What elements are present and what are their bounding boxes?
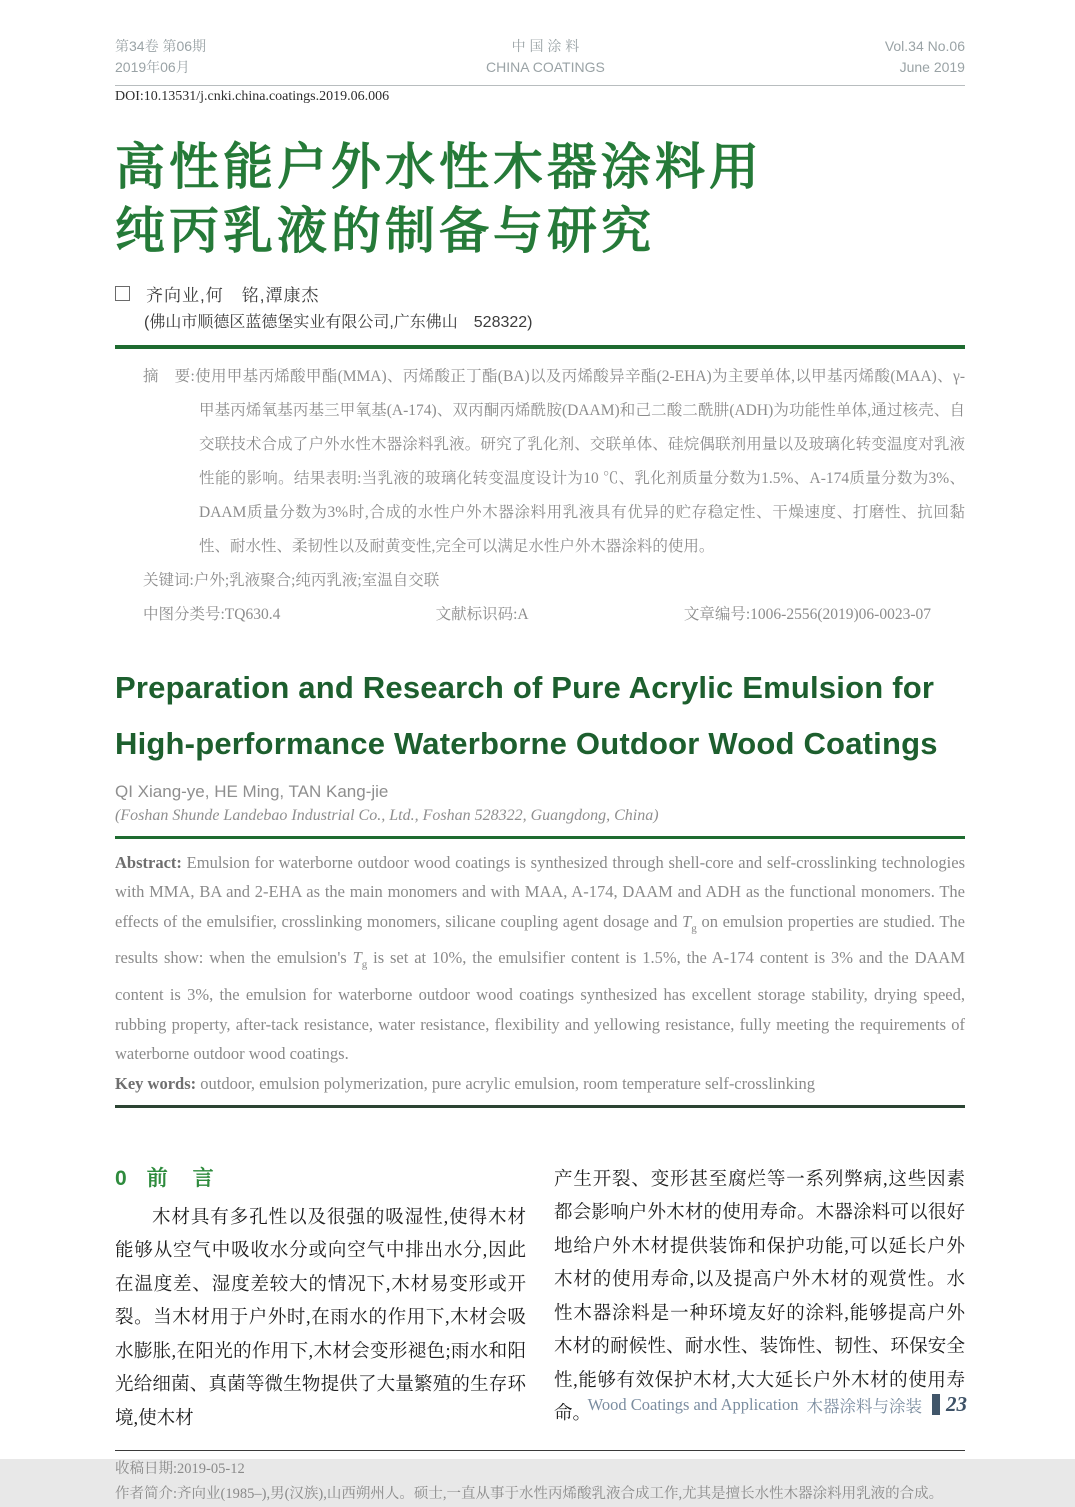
article-title-cn-line2: 纯丙乳液的制备与研究 [115,203,655,259]
author-marker-icon [115,286,130,301]
author-bio-line [115,1482,965,1507]
intro-paragraph-left: 木材具有多孔性以及很强的吸湿性,使得木材能够从空气中吸收水分或向空气中排出水分,因此在温度差、湿度差较大的情况下,木材易变形或开裂。当木材用于户外时,在雨水的作用下,木材会吸水膨胀,在阳光的作用下,木材会变形褪色;雨水和阳光给细菌、真菌等微生物提供了大量繁殖的生存环境,使木材 [115,1207,526,1429]
header-date-cn: 2019年06月 [115,59,190,75]
dark-rule [115,1105,965,1108]
document-code: 文献标识码:A [435,606,529,623]
header-volume-issue-cn [115,36,206,78]
footer-bar-icon [932,1394,940,1415]
page-footer [588,1392,967,1417]
abstract-en-part2: on emulsion properties are studied. The results show: when the emulsion's [115,911,965,968]
intro-paragraph-right: 产生开裂、变形甚至腐烂等一系列弊病,这些因素都会影响户外木材的使用寿命。木器涂料可以很好地给户外木材提供装饰和保护功能,可以延长户外木材的使用寿命,以及提高户外木材的观赏性。水性木器涂料是一种环境友好的涂料,能够提高户外木材的耐候性、耐水性、装饰性、韧性、环保安全性,能够有效保护木材,大大延长户外木材的使用寿命。 [554,1169,965,1425]
received-date-line [115,1457,965,1482]
abstract-cn-label: 摘 要: [143,368,195,385]
page-number: 23 [946,1392,967,1416]
section-label: 前 言 [146,1166,216,1190]
received-date-value: 2019-05-12 [177,1461,245,1478]
tg-subscript: g [691,921,697,934]
affiliation-cn: (佛山市顺德区蓝德堡实业有限公司,广东佛山 528322) [144,314,533,331]
header-volume-cn: 第34卷 第06期 [115,38,207,54]
keywords-en-label: Key words: [115,1073,197,1093]
article-title-cn-line1: 高性能户外水性木器涂料用 [115,139,763,195]
tg-symbol-2: T [352,948,362,968]
doi-line: DOI:10.13531/j.cnki.china.coatings.2019.06.006 [115,89,390,104]
article-title-en-line2: High-performance Waterborne Outdoor Wood Coatings [115,726,938,761]
section-number: 0 [115,1166,129,1190]
keywords-cn [143,564,965,598]
article-title-cn [115,135,965,263]
footer-column-title-en: Wood Coatings and Application [587,1394,799,1414]
keywords-cn-label: 关键词: [143,572,194,589]
abstract-en-part3: is set at 10%, the emulsifier content is 1.5%, the A-174 content is 3% and the DAAM content is 3%, the emulsion for waterborne outdoor wood coatings synthesized has excellent storage stability, drying speed, rubbing property, after-tack resistance, water resistance, flexibility and yellowing resistance, fully meeting the requirements of waterborne outdoor wood coatings. [115,948,965,1064]
column-left [115,1162,526,1437]
journal-name-en: CHINA COATINGS [486,59,605,75]
section-heading-intro [115,1162,526,1192]
tg-subscript-2: g [361,958,368,971]
article-id: 文章编号:1006-2556(2019)06-0023-07 [683,606,931,623]
keywords-en-text: outdoor, emulsion polymerization, pure acrylic emulsion, room temperature self-crosslinking [196,1073,815,1093]
abstract-cn-text: 使用甲基丙烯酸甲酯(MMA)、丙烯酸正丁酯(BA)以及丙烯酸异辛酯(2-EHA)为主要单体,以甲基丙烯酸(MAA)、γ-甲基丙烯氧基丙基三甲氧基(A-174)、双丙酮丙烯酰胺(DAAM)和己二酸二酰肼(ADH)为功能性单体,通过核壳、自交联技术合成了户外水性木器涂料乳液。研究了乳化剂、交联单体、硅烷偶联剂用量以及玻璃化转变温度对乳液性能的影响。结果表明:当乳液的玻璃化转变温度设计为10 ℃、乳化剂质量分数为1.5%、A-174质量分数为3%、DAAM质量分数为3%时,合成的水性户外木器涂料用乳液具有优异的贮存稳定性、干燥速度、打磨性、抗回黏性、耐水性、柔韧性以及耐黄变性,完全可以满足水性户外木器涂料的使用。 [194,368,965,555]
footer-column-title-cn: 木器涂料与涂装 [806,1396,922,1416]
header-divider [115,85,965,86]
authors-en: QI Xiang-ye, HE Ming, TAN Kang-jie [115,782,389,801]
abstract-cn [143,360,965,564]
header-volume-en: Vol.34 No.06 [884,38,965,54]
article-title-en-line1: Preparation and Research of Pure Acrylic Emulsion for [115,670,935,705]
abstract-en-label: Abstract: [115,852,182,872]
journal-name [486,36,605,78]
keywords-en [115,1069,965,1099]
abstract-en [115,848,965,1069]
meta-row [143,598,965,632]
tg-symbol: T [682,911,692,931]
affiliation-en: (Foshan Shunde Landebao Industrial Co., Ltd., Foshan 528322, Guangdong, China) [115,807,659,824]
authors-cn: 齐向业,何 铭,潭康杰 [146,286,320,305]
keywords-cn-text: 户外;乳液聚合;纯丙乳液;室温自交联 [193,572,440,589]
abstract-en-part1: Emulsion for waterborne outdoor wood coatings is synthesized through shell-core and self-crosslinking technologies with MMA, BA and 2-EHA as the main monomers and with MAA, A-174, DAAM and ADH as the functional monomers. The effects of the emulsifier, crosslinking monomers, silicane coupling agent dosage and [115,852,965,931]
clc-number: 中图分类号:TQ630.4 [143,606,281,623]
author-bio-label: 作者简介: [115,1486,178,1503]
green-rule-middle [115,836,965,839]
footnote [115,1457,965,1507]
received-date-label: 收稿日期: [115,1461,178,1478]
footnote-divider [115,1450,965,1451]
article-title-en [115,660,965,772]
authors-row [115,281,965,306]
journal-header [115,36,965,78]
header-date-en: June 2019 [899,59,965,75]
journal-name-cn: 中 国 涂 料 [511,38,580,54]
green-rule-top [115,345,965,349]
author-bio-text: 齐向业(1985–),男(汉族),山西朔州人。硕士,一直从事于水性丙烯酸乳液合成工作,尤其是擅长水性木器涂料用乳液的合成。 [177,1486,944,1503]
header-volume-issue-en [885,36,965,78]
